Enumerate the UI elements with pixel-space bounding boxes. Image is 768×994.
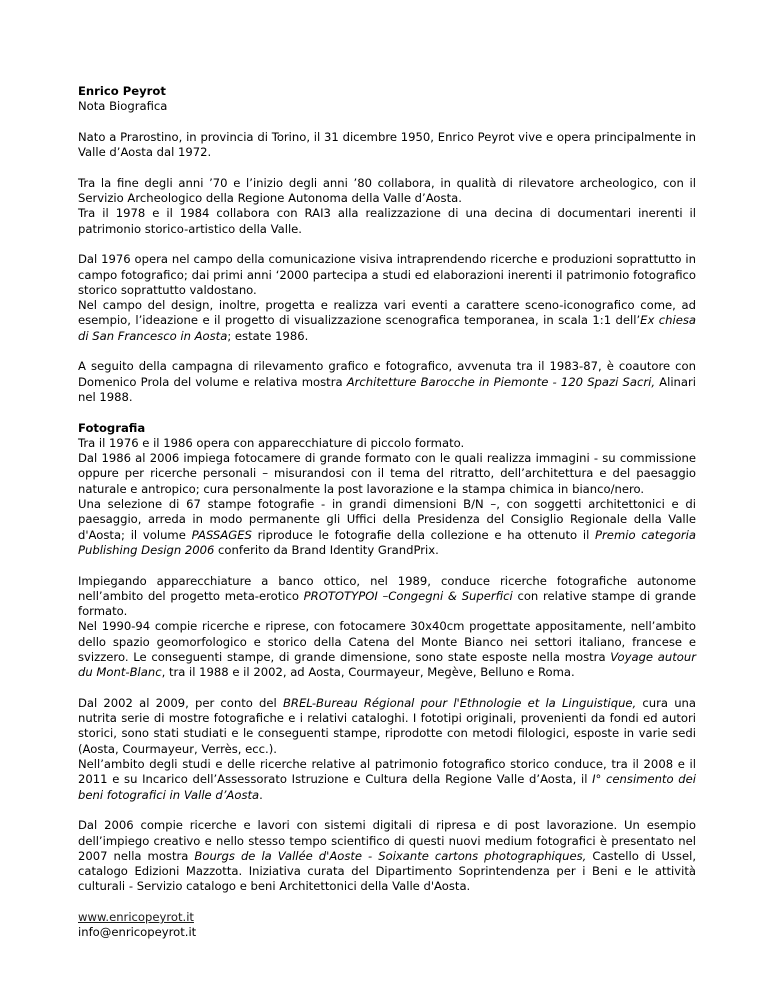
emphasis-title: Ex chiesa di San Francesco in Aosta (78, 313, 696, 343)
paragraph-coauthor: A seguito della campagna di rilevamento grafico e fotografico, avvenuta tra il 1983-87, è coautore con Domenico Prola del volume e relativa mostra Architetture Barocche in Piemonte - 120 Spazi Sacri, Alinari nel 1988. (78, 359, 696, 404)
paragraph-brel: Dal 2002 al 2009, per conto del BREL-Bureau Régional pour l'Ethnologie et la Linguistique, cura una nutrita serie di mostre fotografiche e i relativi cataloghi. I fototipi originali, provenienti da fondi ed autori storici, sono stati studiati e le conseguenti stampe, riprodotte con metodi filologici, esposte in varie sedi (Aosta, Courmayeur, Verrès, ecc.). (78, 695, 697, 756)
paragraph-design: Nel campo del design, inoltre, progetta e realizza vari eventi a carattere sceno-iconografico come, ad esempio, l’ideazione e il progetto di visualizzazione scenografica temporanea, in scala 1:1 dell’Ex chiesa di San Francesco in Aosta; estate 1986. (78, 298, 696, 343)
paragraph-rai3: Tra il 1978 e il 1984 collabora con RAI3 alla realizzazione di una decina di documentari inerenti il patrimonio storico-artistico della Valle. (78, 206, 696, 236)
emphasis-title: I° censimento dei beni fotografici in Valle d’Aosta (78, 772, 696, 802)
email-address[interactable]: info@enricopeyrot.it (78, 925, 197, 940)
emphasis-title: PASSAGES (191, 527, 252, 542)
document-subtitle: Nota Biografica (78, 99, 168, 114)
emphasis-title: Architetture Barocche in Piemonte - 120 Spazi Sacri, (346, 374, 656, 389)
paragraph-birth: Nato a Prarostino, in provincia di Torino, il 31 dicembre 1950, Enrico Peyrot vive e opera principalmente in Valle d’Aosta dal 1972. (78, 129, 696, 160)
paragraph-small-format: Tra il 1976 e il 1986 opera con apparecchiature di piccolo formato. (78, 435, 465, 450)
paragraph-large-format: Dal 1986 al 2006 impiega fotocamere di grande formato con le quali realizza immagini - su commissione oppure per ricerche personali – misurandosi con il tema del ritratto, dell’architettura e del paesaggio naturale e antropico; cura personalmente la post lavorazione e la stampa chimica in bianco/nero. (78, 451, 696, 496)
paragraph-prototypoi: Impiegando apparecchiature a banco ottico, nel 1989, conduce ricerche fotografiche autonome nell’ambito del progetto meta-erotico PROTOTYPOI –Congegni & Superfici con relative stampe di grande formato. (78, 573, 696, 619)
section-heading-fotografia: Fotografia (78, 420, 146, 435)
paragraph-visual-communication: Dal 1976 opera nel campo della comunicazione visiva intraprendendo ricerche e produzioni soprattutto in campo fotografico; dai primi anni ‘2000 partecipa a studi ed elaborazioni inerenti il patrimonio fotografico storico soprattutto valdostano. (78, 252, 696, 297)
emphasis-title: Premio categoria Publishing Design 2006 (78, 527, 697, 557)
emphasis-title: BREL-Bureau Régional pour l'Ethnologie et la Linguistique, (282, 695, 637, 710)
website-link[interactable]: www.enricopeyrot.it (78, 910, 194, 925)
contacts (78, 910, 696, 941)
emphasis-title: PROTOTYPOI –Congegni & Superfici (303, 588, 513, 603)
paragraph-passages: Una selezione di 67 stampe fotografie - in grandi dimensioni B/N –, con soggetti architettonici e di paesaggio, arreda in modo permanente gli Uffici della Presidenza del Consiglio Regionale della Valle d'Aosta; il volume PASSAGES riproduce le fotografie della collezione e ha ottenuto il Premio categoria Publishing Design 2006 conferito da Brand Identity GrandPrix. (78, 497, 697, 557)
author-name: Enrico Peyrot (78, 84, 166, 98)
paragraph-digital: Dal 2006 compie ricerche e lavori con sistemi digitali di ripresa e di post lavorazione. Un esempio dell’impiego creativo e nello stesso tempo scientifico di questi nuovi medium fotografici è presentato nel 2007 nella mostra Bourgs de la Vallée d'Aoste - Soixante cartons photographiques, Castello di Ussel, catalogo Edizioni Mazzotta. Iniziativa curata del Dipartimento Soprintendenza per i Beni e le attività culturali - Servizio catalogo e beni Architettonici della Valle d'Aosta. (78, 818, 697, 894)
emphasis-title: Voyage autour du Mont-Blanc (78, 649, 696, 680)
document-page (78, 84, 696, 941)
paragraph-census: Nell’ambito degli studi e delle ricerche relative al patrimonio fotografico storico conduce, tra il 2008 e il 2011 e su Incarico dell’Assessorato Istruzione e Cultura della Regione Valle d’Aosta, il I° censimento dei beni fotografici in Valle d’Aosta. (78, 757, 696, 802)
emphasis-title: Bourgs de la Vallée d'Aoste - Soixante cartons photographiques, (194, 848, 587, 863)
document-header (78, 84, 696, 115)
paragraph-archaeology: Tra la fine degli anni ’70 e l’inizio degli anni ’80 collabora, in qualità di rilevatore archeologico, con il Servizio Archeologico della Regione Autonoma della Valle d’Aosta. (78, 175, 696, 206)
paragraph-mont-blanc: Nel 1990-94 compie ricerche e riprese, con fotocamere 30x40cm progettate appositamente, nell’ambito dello spazio geomorfologico e storico della Catena del Monte Bianco nei settori italiano, francese e svizzero. Le conseguenti stampe, di grande dimensione, sono state esposte nella mostra Voyage autour du Mont-Blanc, tra il 1988 e il 2002, ad Aosta, Courmayeur, Megève, Belluno e Roma. (78, 619, 696, 680)
